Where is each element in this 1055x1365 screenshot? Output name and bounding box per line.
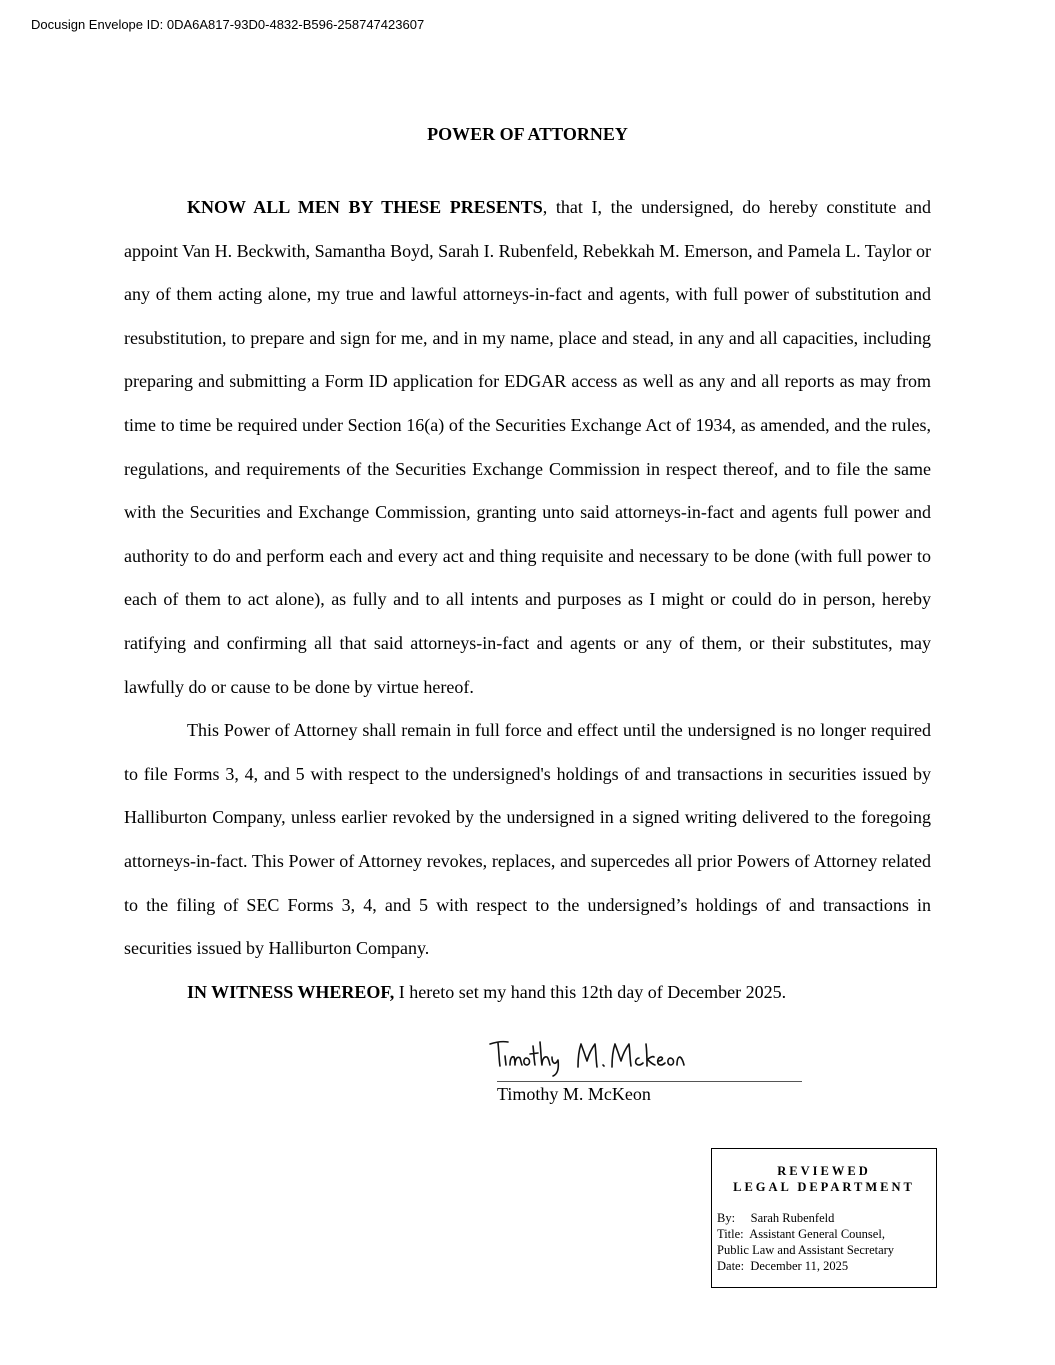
paragraph-lead: KNOW ALL MEN BY THESE PRESENTS <box>187 197 543 217</box>
paragraph-text: , that I, the undersigned, do hereby constitute and appoint Van H. Beckwith, Samantha Boyd, Sarah I. Rubenfeld, Rebekkah M. Emerson, and Pamela L. Taylor or any of them acting alone, my true and lawful attorneys-in-fact and agents, with full power of substitution and resubstitution, to prepare and sign for me, and in my name, place and stead, in any and all capacities, including preparing and submitting a Form ID application for EDGAR access as well as any and all reports as may from time to time be required under Section 16(a) of the Securities Exchange Act of 1934, as amended, and the rules, regulations, and requirements of the Securities Exchange Commission in respect thereof, and to file the same with the Securities and Exchange Commission, granting unto said attorneys-in-fact and agents full power and authority to do and perform each and every act and thing requisite and necessary to be done (with full power to each of them to act alone), as fully and to all intents and purposes as I might or could do in person, hereby ratifying and confirming all that said attorneys-in-fact and agents or any of them, or their substitutes, may lawfully do or cause to be done by virtue hereof. <box>124 197 931 697</box>
stamp-reviewer: By: Sarah Rubenfeld <box>717 1211 835 1225</box>
stamp-details <box>712 1210 936 1274</box>
envelope-id: Docusign Envelope ID: 0DA6A817-93D0-4832-B596-258747423607 <box>31 17 425 32</box>
paragraph-appointment <box>124 186 931 709</box>
paragraph-witness <box>124 971 931 1015</box>
stamp-heading-reviewed: REVIEWED <box>777 1164 871 1178</box>
signature-line <box>497 1081 802 1082</box>
stamp-reviewer-title-cont: Public Law and Assistant Secretary <box>717 1243 895 1257</box>
document-body <box>124 186 931 1014</box>
paragraph-duration: This Power of Attorney shall remain in full force and effect until the undersigned is no longer required to file Forms 3, 4, and 5 with respect to the undersigned's holdings of and transactions in securities issued by Halliburton Company, unless earlier revoked by the undersigned in a signed writing delivered to the foregoing attorneys-in-fact. This Power of Attorney revokes, replaces, and supercedes all prior Powers of Attorney related to the filing of SEC Forms 3, 4, and 5 with respect to the undersigned’s holdings of and transactions in securities issued by Halliburton Company. <box>124 720 931 959</box>
handwritten-signature <box>488 1030 688 1078</box>
stamp-date: Date: December 11, 2025 <box>717 1259 849 1273</box>
signer-name: Timothy M. McKeon <box>497 1084 651 1104</box>
witness-lead: IN WITNESS WHEREOF, <box>187 981 395 1002</box>
document-title: POWER OF ATTORNEY <box>427 124 628 144</box>
witness-text: I hereto set my hand this 12th day of December 2025. <box>394 981 787 1002</box>
stamp-heading-department: LEGAL DEPARTMENT <box>733 1180 915 1194</box>
stamp-reviewer-title: Title: Assistant General Counsel, <box>717 1227 885 1241</box>
review-stamp <box>711 1148 937 1288</box>
